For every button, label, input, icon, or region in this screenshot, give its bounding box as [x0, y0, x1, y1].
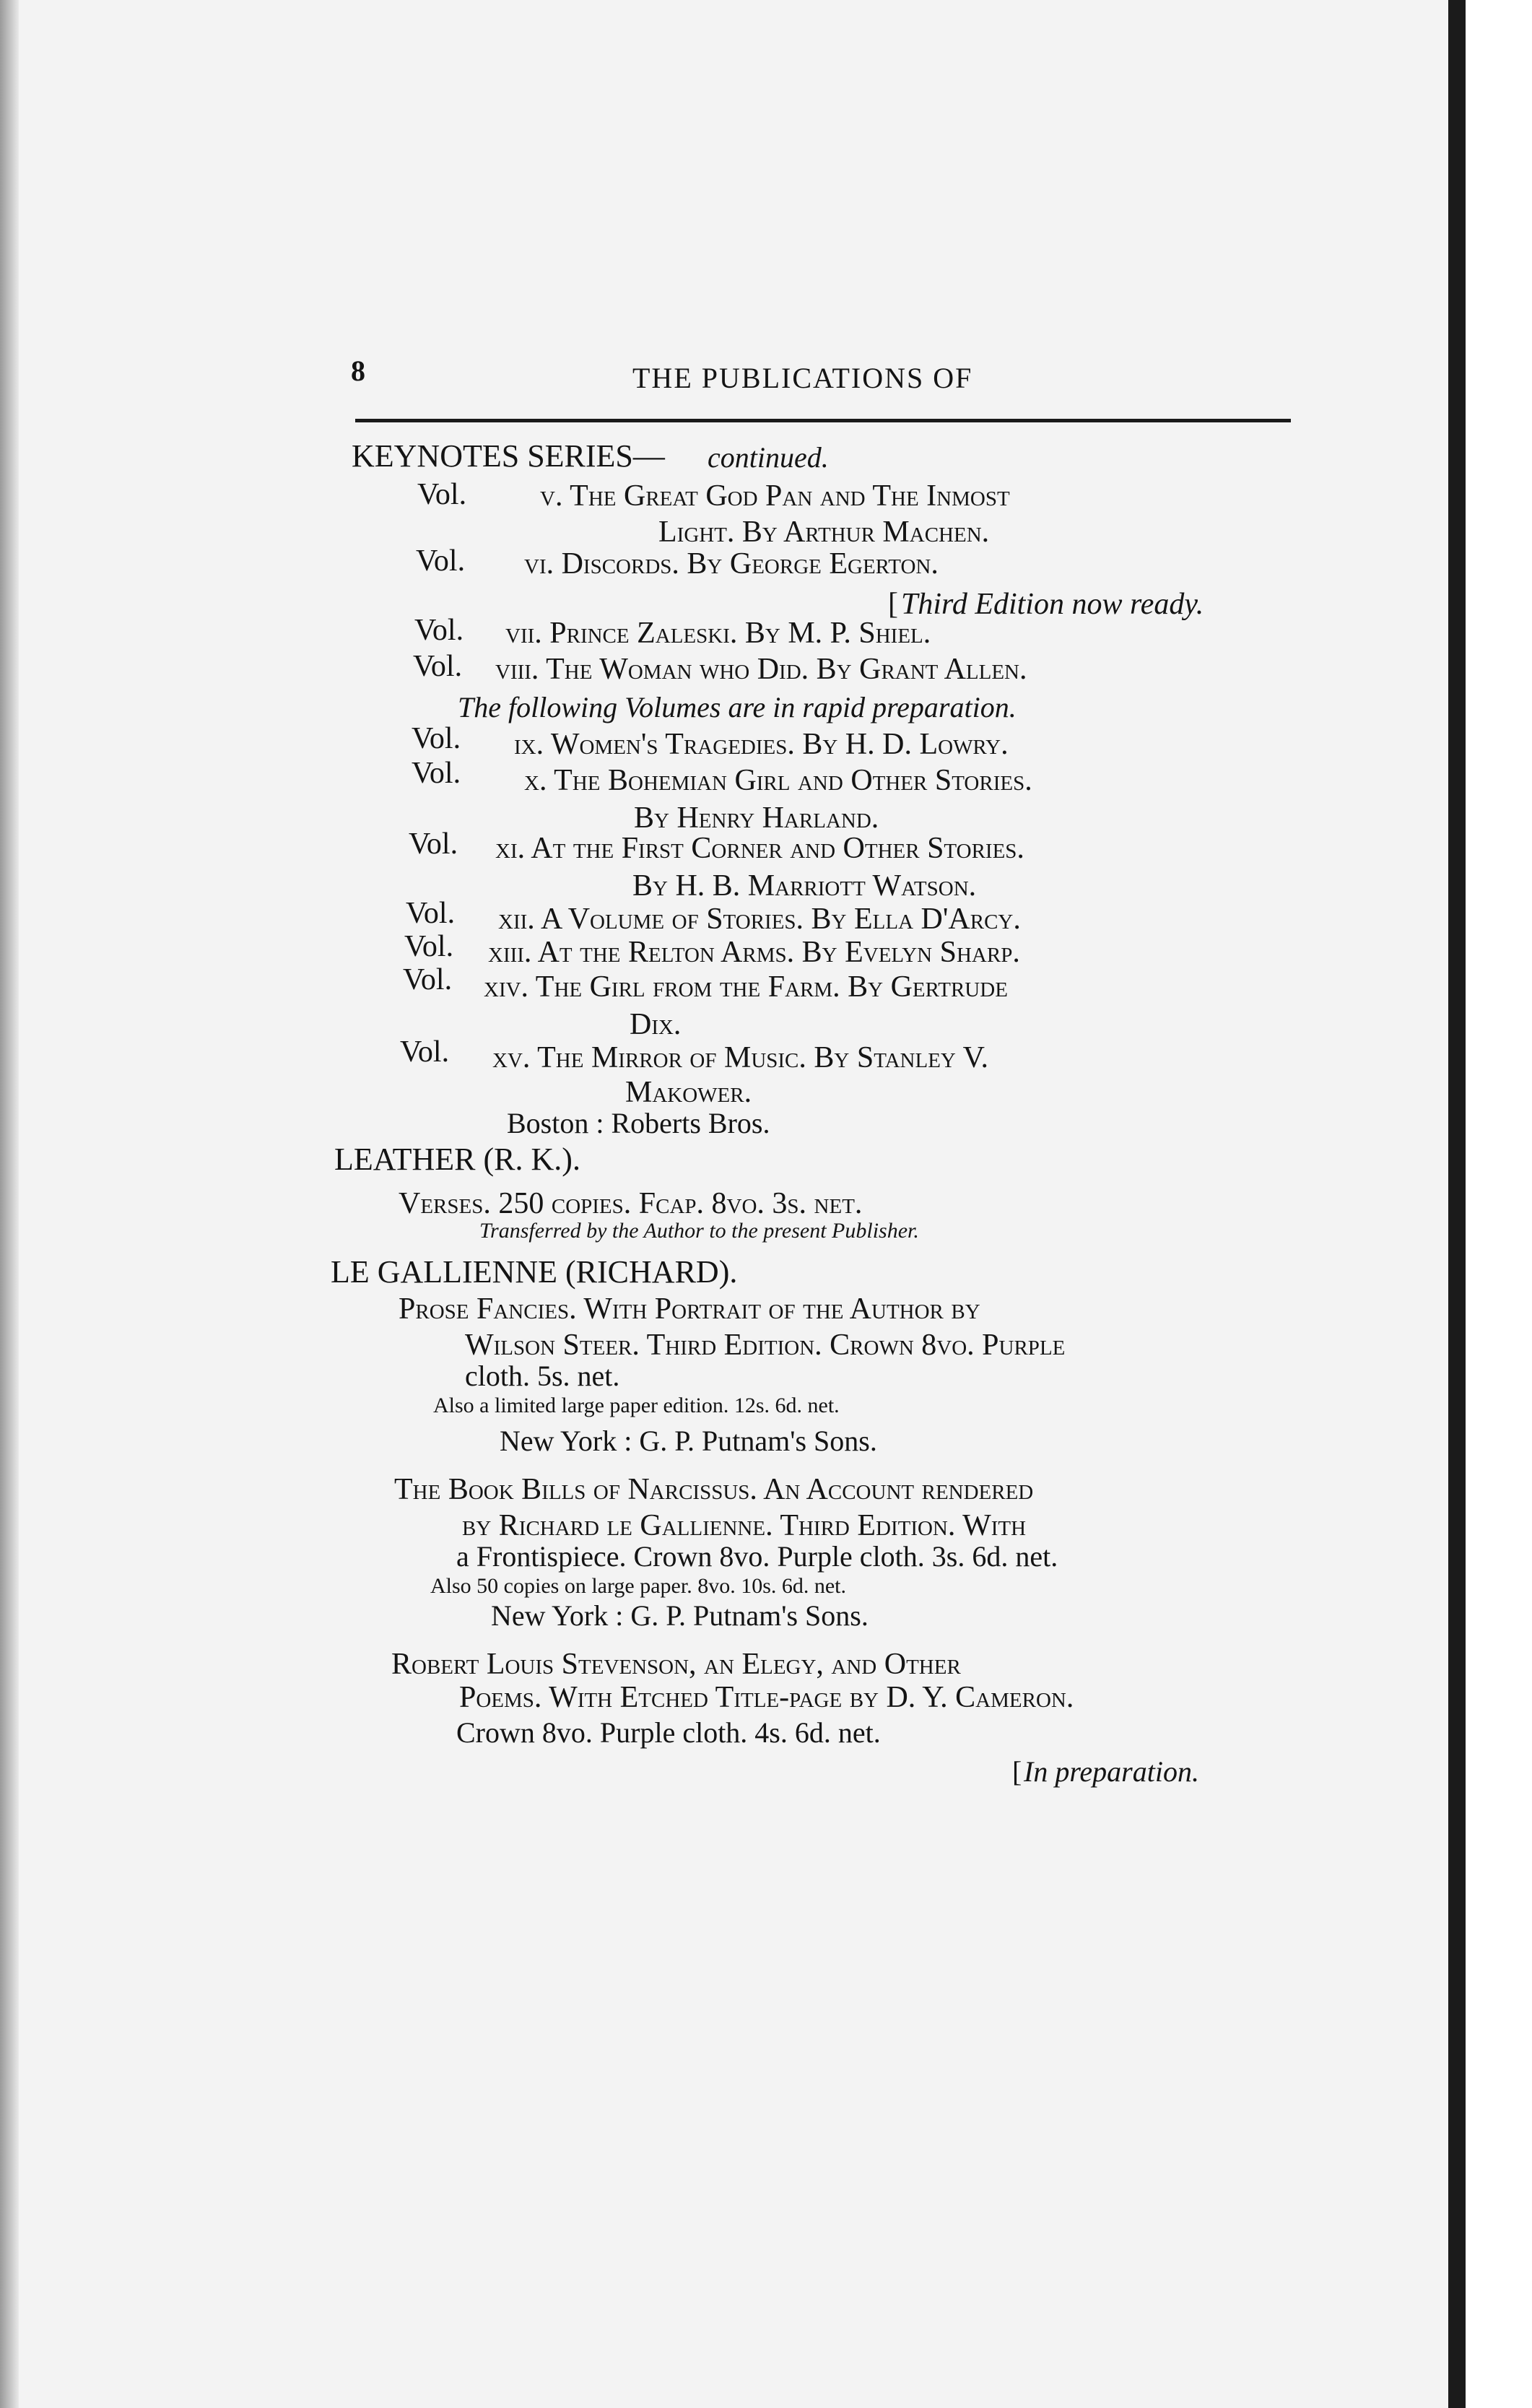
catalogue-line: New York : G. P. Putnam's Sons. [491, 1599, 869, 1632]
header-rule [355, 419, 1291, 422]
catalogue-line: Vol. [406, 897, 456, 930]
catalogue-line: [ [888, 588, 898, 621]
page-number: 8 [351, 355, 365, 387]
catalogue-line: By Henry Harland. [634, 801, 879, 835]
catalogue-line: Crown 8vo. Purple cloth. 4s. 6d. net. [456, 1716, 881, 1749]
catalogue-line: In preparation. [1024, 1755, 1199, 1788]
catalogue-line: x. The Bohemian Girl and Other Stories. [524, 764, 1032, 797]
catalogue-line: continued. [708, 441, 829, 474]
catalogue-line: v. The Great God Pan and The Inmost [540, 479, 1010, 513]
catalogue-line: Vol. [412, 757, 461, 790]
catalogue-line: xiv. The Girl from the Farm. By Gertrude [484, 970, 1008, 1004]
catalogue-line: The Book Bills of Narcissus. An Account rendered [394, 1473, 1034, 1506]
catalogue-line: cloth. 5s. net. [465, 1360, 620, 1392]
catalogue-line: Makower. [625, 1076, 752, 1109]
catalogue-line: Third Edition now ready. [901, 588, 1204, 621]
catalogue-line: xii. A Volume of Stories. By Ella D'Arcy. [498, 903, 1021, 936]
catalogue-line: By H. B. Marriott Watson. [632, 869, 977, 903]
catalogue-line: Prose Fancies. With Portrait of the Author by [399, 1292, 980, 1326]
catalogue-line: Poems. With Etched Title-page by D. Y. Cameron. [459, 1681, 1074, 1714]
catalogue-line: New York : G. P. Putnam's Sons. [500, 1425, 877, 1457]
catalogue-line: Vol. [412, 722, 461, 755]
catalogue-line: The following Volumes are in rapid preparation. [458, 691, 1017, 723]
catalogue-line: vi. Discords. By George Egerton. [524, 547, 939, 581]
catalogue-line: vii. Prince Zaleski. By M. P. Shiel. [505, 617, 931, 650]
catalogue-line: Wilson Steer. Third Edition. Crown 8vo. Purple [465, 1329, 1066, 1362]
catalogue-line: a Frontispiece. Crown 8vo. Purple cloth. 3s. 6d. net. [456, 1540, 1058, 1573]
catalogue-line: Verses. 250 copies. Fcap. 8vo. 3s. net. [399, 1187, 863, 1220]
catalogue-line: Also 50 copies on large paper. 8vo. 10s. 6d. net. [430, 1574, 847, 1598]
page-edge-shadow [0, 0, 19, 2408]
catalogue-line: Also a limited large paper edition. 12s. 6d. net. [433, 1394, 840, 1417]
catalogue-line: viii. The Woman who Did. By Grant Allen. [495, 653, 1027, 686]
catalogue-line: xiii. At the Relton Arms. By Evelyn Sharp. [488, 936, 1020, 969]
catalogue-line: Robert Louis Stevenson, an Elegy, and Other [391, 1648, 961, 1681]
catalogue-line: Vol. [414, 614, 464, 647]
running-title: THE PUBLICATIONS OF [632, 362, 973, 394]
catalogue-line: [ [1012, 1755, 1022, 1788]
catalogue-line: Boston : Roberts Bros. [507, 1107, 770, 1139]
catalogue-line: KEYNOTES SERIES— [352, 438, 665, 474]
catalogue-line: Vol. [409, 827, 458, 861]
page-spine-edge [1448, 0, 1466, 2408]
catalogue-line: Dix. [630, 1008, 682, 1041]
catalogue-line: Vol. [403, 963, 453, 996]
catalogue-line: Vol. [404, 930, 454, 963]
catalogue-line: Vol. [400, 1035, 450, 1069]
catalogue-line: Vol. [413, 650, 463, 683]
catalogue-line: xv. The Mirror of Music. By Stanley V. [492, 1041, 989, 1074]
catalogue-line: xi. At the First Corner and Other Stories. [495, 832, 1024, 865]
catalogue-line: Transferred by the Author to the present Publisher. [479, 1219, 919, 1243]
catalogue-line: Vol. [417, 478, 467, 511]
catalogue-line: LEATHER (R. K.). [334, 1142, 580, 1177]
catalogue-line: ix. Women's Tragedies. By H. D. Lowry. [514, 728, 1009, 761]
catalogue-line: Vol. [416, 544, 466, 578]
right-margin [1466, 0, 1532, 2408]
catalogue-line: Light. By Arthur Machen. [658, 516, 990, 549]
catalogue-line: LE GALLIENNE (RICHARD). [331, 1254, 738, 1290]
catalogue-line: by Richard le Gallienne. Third Edition. With [462, 1509, 1027, 1542]
